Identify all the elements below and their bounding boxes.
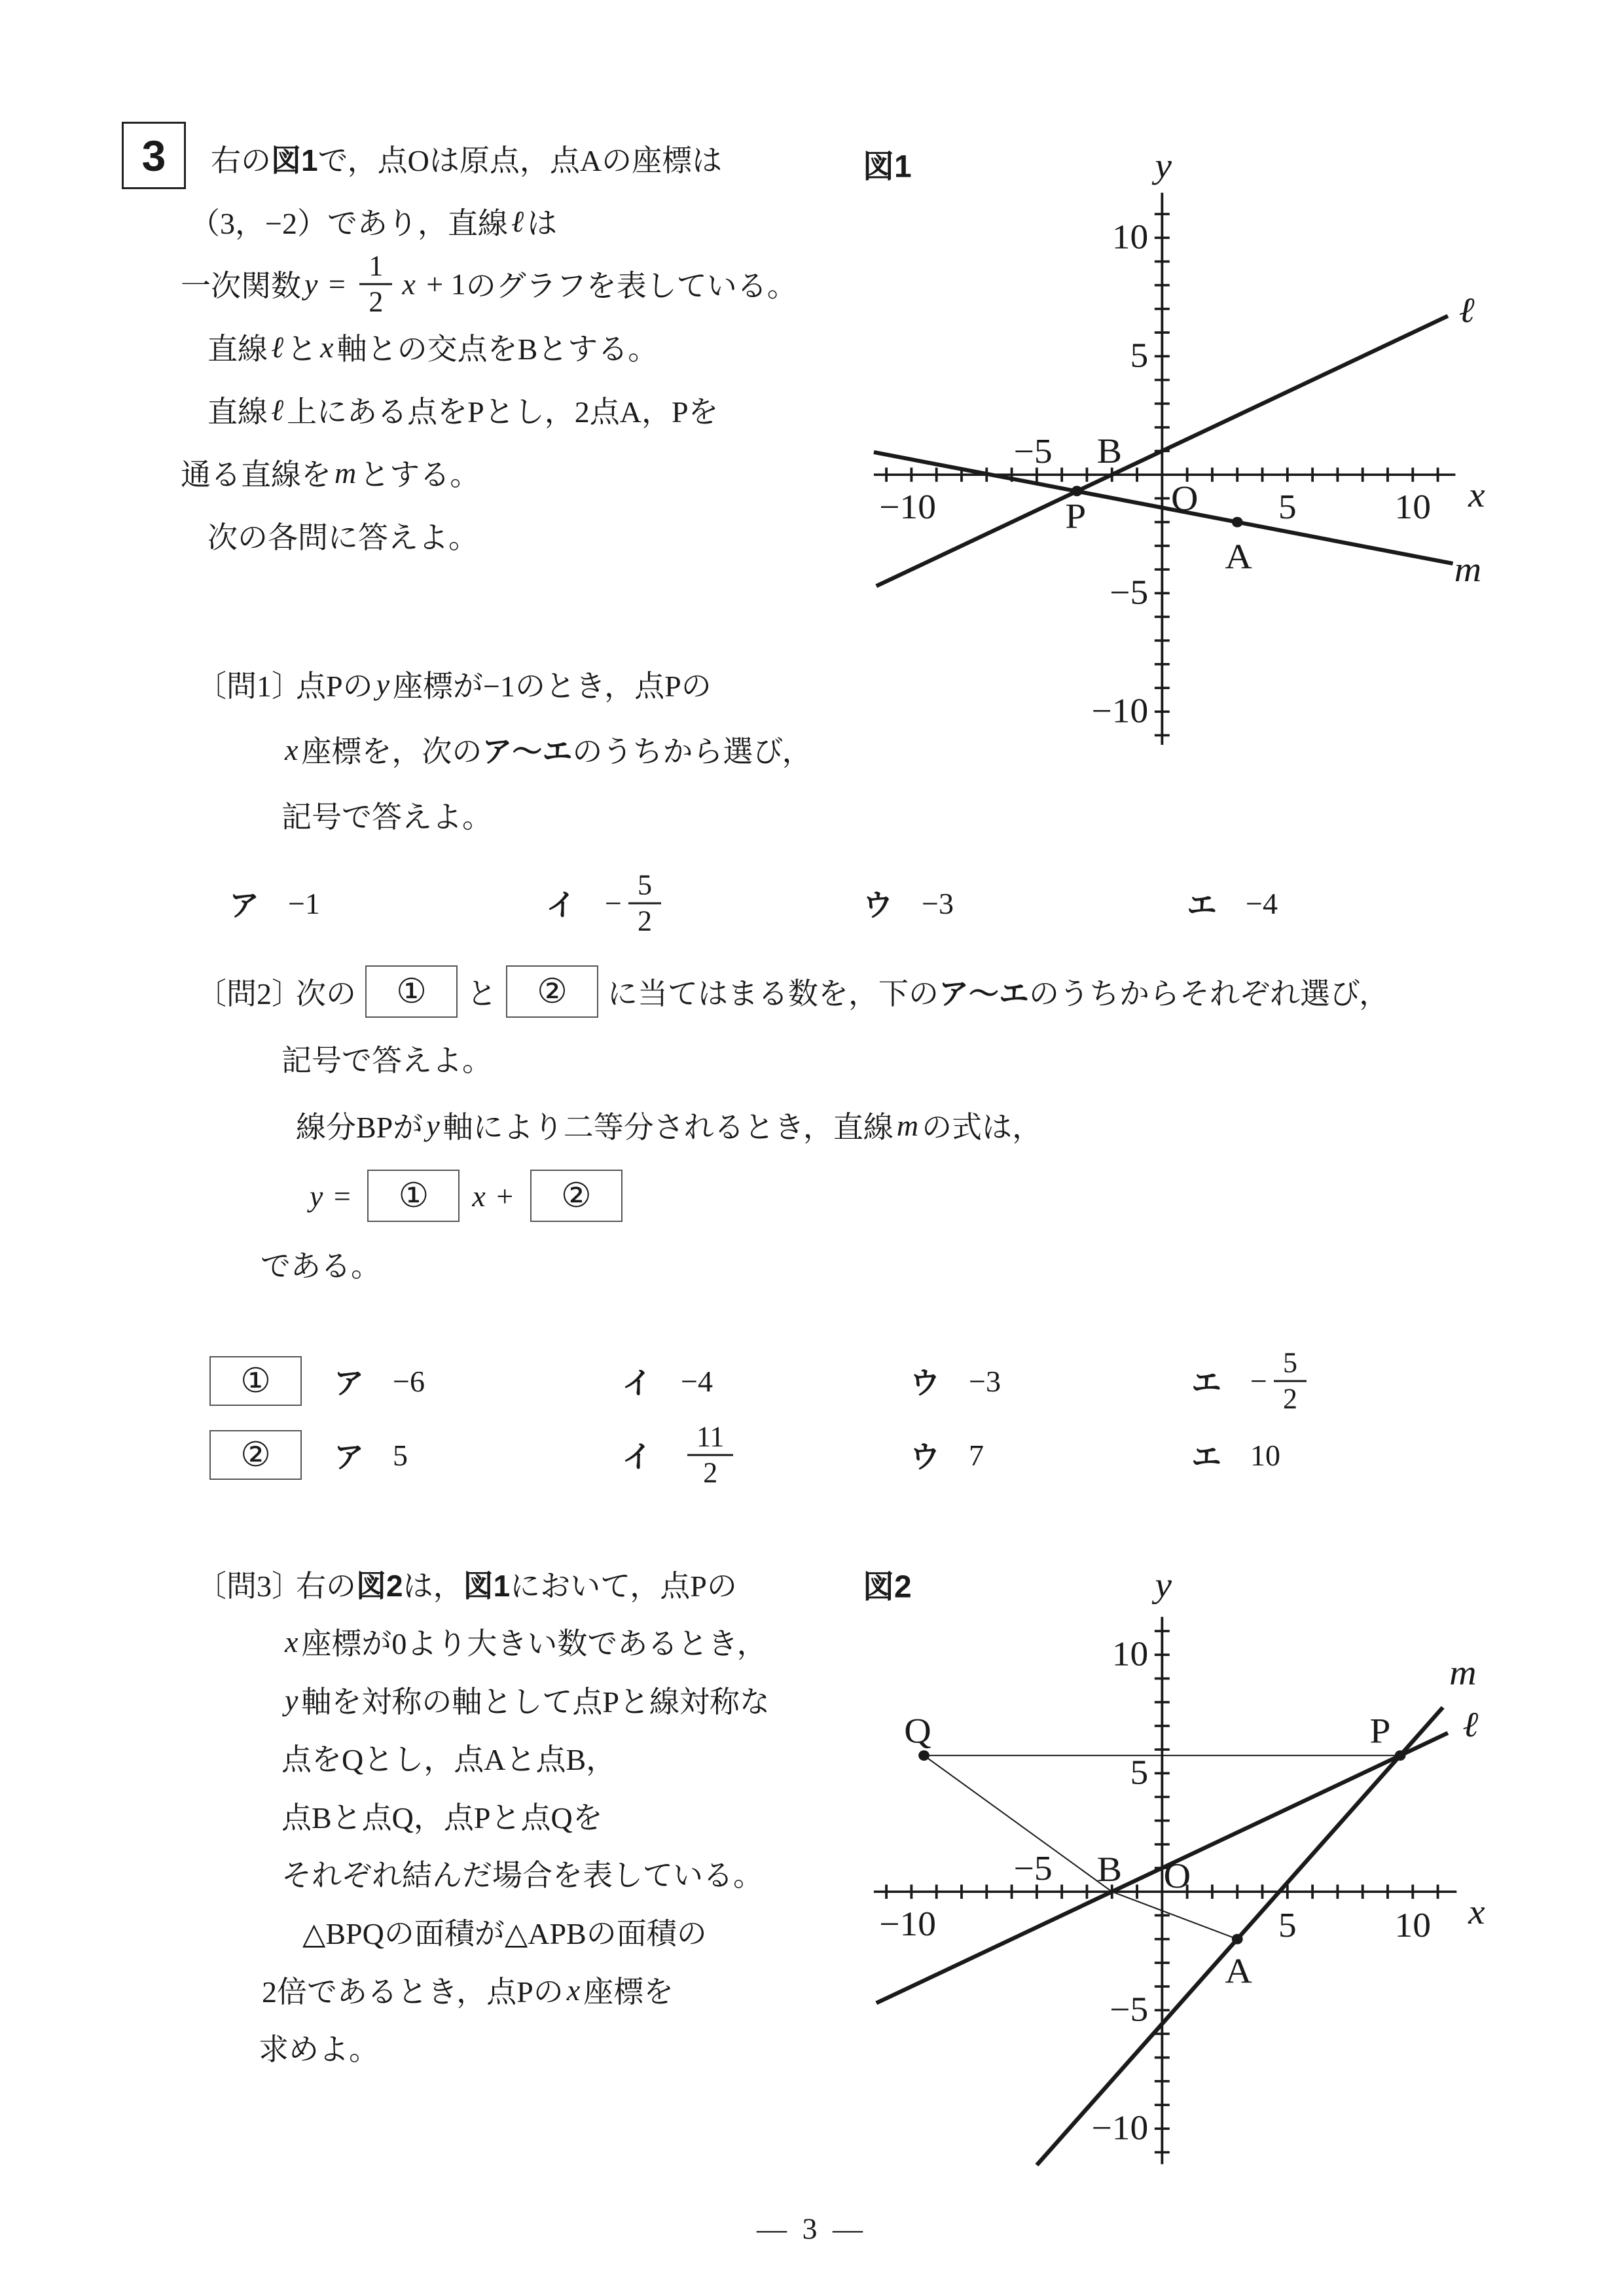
text-run: 通る直線を — [181, 458, 331, 492]
q2-equation — [306, 1170, 632, 1222]
q2-label: 〔問2〕 — [196, 977, 302, 1011]
line-label-m: m — [1454, 550, 1482, 590]
text-run: −3 — [922, 886, 954, 920]
text-run: は — [527, 207, 558, 240]
text-run: ア～エ — [482, 734, 573, 768]
q3-line-3 — [281, 1678, 770, 1721]
choice-4 — [1187, 882, 1278, 925]
fraction-denominator: 2 — [703, 1456, 718, 1489]
point-label-Q: Q — [904, 1711, 931, 1751]
text-run: 2倍であるとき，点Pの — [262, 1975, 564, 2009]
text-run: 点Bと点Q，点Pと点Qを — [281, 1801, 603, 1835]
text-run: ℓ — [271, 393, 284, 427]
segment — [1112, 1892, 1237, 1939]
circled-number-box: ② — [209, 1430, 302, 1480]
point-dot — [1072, 486, 1083, 496]
text-run: のグラフを表している。 — [465, 270, 797, 303]
text-run: 軸との交点をBとする。 — [336, 332, 659, 366]
text-run: x — [472, 1179, 486, 1213]
tick-label: −5 — [1013, 432, 1053, 471]
tick-label: 10 — [1111, 1634, 1149, 1674]
tick-label: 5 — [1278, 488, 1297, 526]
text-run: と — [467, 977, 497, 1011]
choice-4 — [1191, 1433, 1280, 1477]
text-run: x — [566, 1973, 581, 2007]
point-label-O: O — [1163, 1856, 1191, 1896]
point-dot — [1395, 1750, 1406, 1761]
text-run: y — [376, 667, 390, 701]
circled-number-box: ② — [530, 1170, 623, 1222]
choice-label: エ — [1191, 1366, 1221, 1400]
text-run: である。 — [261, 1249, 381, 1283]
q1-line-1 — [296, 662, 712, 706]
text-run: 7 — [969, 1438, 984, 1472]
text-run: 図2 — [356, 1569, 403, 1603]
line-label-m: m — [1449, 1653, 1477, 1693]
choice-value — [1246, 886, 1278, 921]
axis-label-x: x — [1468, 1892, 1485, 1932]
q3-line-5 — [281, 1794, 603, 1837]
q3-label: 〔問3〕 — [196, 1570, 302, 1603]
choice-label: イ — [622, 1440, 652, 1474]
text-run: 点をQとし，点Aと点B， — [281, 1743, 617, 1776]
fig1-title: 図1 — [863, 149, 912, 185]
q1-label: 〔問1〕 — [196, 670, 302, 703]
problem-number-box — [122, 122, 186, 189]
choice-2 — [546, 869, 668, 939]
tick-label: −5 — [1110, 1990, 1149, 2029]
point-label-O: O — [1171, 478, 1199, 519]
text-run: 座標が−1のとき，点Pの — [393, 670, 712, 703]
point-label-P: P — [1065, 497, 1087, 537]
choice-2 — [622, 1359, 713, 1403]
text-run: の式は， — [922, 1111, 1043, 1144]
text-run: 記号で答えよ。 — [281, 800, 492, 834]
tick-label: 10 — [1394, 1906, 1432, 1945]
choice-value — [605, 869, 668, 939]
choice-1 — [334, 1359, 425, 1403]
tick-label: −10 — [879, 1905, 937, 1943]
q3-line-6 — [281, 1852, 763, 1895]
text-run: ア～エ — [939, 977, 1029, 1011]
q2-line-2 — [281, 1037, 492, 1080]
problem-number: 3 — [141, 131, 166, 180]
fraction-numerator: 5 — [1274, 1346, 1307, 1382]
text-run: 座標を，次の — [301, 735, 482, 768]
text-run: 座標を — [583, 1975, 674, 2009]
text-run: 一次関数 — [181, 270, 301, 303]
text-run: 軸を対称の軸として点Pと線対称な — [301, 1685, 770, 1719]
choice-3 — [910, 1359, 1001, 1403]
choice-value — [1250, 1438, 1280, 1473]
point-dot — [1232, 1934, 1243, 1945]
text-run: + 1 — [418, 267, 466, 301]
choice-1 — [229, 882, 320, 925]
figure-2-graph — [844, 1570, 1490, 2193]
point-label-A: A — [1225, 1952, 1252, 1992]
text-run: −3 — [969, 1364, 1001, 1398]
tick-label: 5 — [1130, 1753, 1149, 1792]
point-dot — [1232, 517, 1243, 528]
text-run: x — [285, 1624, 298, 1659]
q2-line-3 — [296, 1103, 1042, 1147]
text-run: 図1 — [271, 143, 318, 177]
point-label-B: B — [1096, 1850, 1123, 1890]
circled-number-box: ① — [365, 965, 458, 1018]
text-run: −4 — [681, 1364, 713, 1398]
q3-line-2 — [281, 1620, 767, 1663]
q3-line-9 — [259, 2026, 379, 2069]
choice-4 — [1191, 1346, 1313, 1416]
intro-line-3-formula — [181, 249, 797, 319]
text-run: 直線 — [208, 332, 268, 366]
axis-label-y: y — [1155, 1570, 1172, 1605]
text-run: のうちから選び， — [572, 735, 812, 768]
choice-label: ア — [334, 1366, 364, 1400]
text-run: 右の — [296, 1570, 356, 1603]
choice-label: エ — [1187, 888, 1217, 922]
choice-label: ア — [334, 1440, 364, 1474]
fig2-title: 図2 — [863, 1570, 912, 1605]
text-run: 5 — [393, 1438, 408, 1472]
choice-value — [681, 1364, 713, 1399]
text-run: ℓ — [271, 330, 284, 364]
tick-label: −10 — [1091, 691, 1149, 730]
intro-line-1 — [211, 137, 722, 180]
circled-number-box: ① — [209, 1356, 302, 1406]
choice-value — [393, 1438, 408, 1473]
tick-label: 10 — [1394, 488, 1432, 526]
tick-label: 10 — [1111, 217, 1149, 257]
text-run: ℓ — [511, 204, 524, 238]
tick-label: −10 — [879, 488, 937, 526]
choice-label: ア — [229, 888, 259, 922]
intro-line-2 — [190, 200, 557, 243]
text-run: （3，−2）であり，直線 — [190, 207, 508, 240]
text-run: = — [326, 1179, 359, 1213]
point-label-A: A — [1225, 537, 1252, 577]
fraction — [687, 1420, 733, 1490]
text-run: y — [310, 1179, 323, 1213]
choice-3 — [910, 1433, 984, 1477]
choice-value — [1250, 1346, 1313, 1416]
text-run: において，点Pの — [510, 1570, 737, 1603]
footer-page-number: — 3 — — [757, 2212, 867, 2246]
fraction — [359, 249, 392, 319]
intro-line-4 — [208, 325, 658, 368]
fraction — [628, 869, 661, 939]
text-run: 直線 — [208, 395, 268, 429]
text-run: 図1 — [463, 1569, 511, 1603]
choice-label: エ — [1191, 1440, 1221, 1474]
text-run: 軸により二等分されるとき，直線 — [442, 1111, 893, 1144]
fraction-numerator: 5 — [628, 869, 661, 905]
text-run: y — [426, 1108, 440, 1142]
choice-label: イ — [622, 1366, 652, 1400]
text-run: で，点Oは原点，点Aの座標は — [317, 144, 723, 177]
q3-line-4 — [281, 1736, 616, 1779]
text-run: 線分BPが — [296, 1111, 424, 1144]
text-run: − — [1250, 1364, 1267, 1398]
text-run: それぞれ結んだ場合を表している。 — [281, 1859, 763, 1892]
point-label-P: P — [1369, 1711, 1391, 1751]
text-run: △BPQの面積が△APBの面積の — [302, 1917, 707, 1950]
text-run: y — [285, 1683, 298, 1717]
q1-line-3 — [281, 793, 492, 836]
choice-label: ウ — [910, 1440, 940, 1474]
text-run: x — [320, 330, 334, 364]
tick-label: −5 — [1013, 1849, 1053, 1888]
text-run: 点Pの — [296, 670, 373, 703]
choice-value — [288, 886, 320, 921]
point-label-B: B — [1096, 431, 1123, 471]
text-run: 10 — [1250, 1438, 1280, 1472]
text-run: に当てはまる数を，下の — [607, 977, 939, 1011]
fraction-denominator: 2 — [369, 285, 384, 318]
circled-number-box: ② — [506, 965, 598, 1018]
q2-line-5 — [261, 1242, 381, 1285]
axis-label-x: x — [1468, 475, 1485, 515]
text-run: −4 — [1246, 886, 1278, 920]
axis-label-y: y — [1155, 152, 1172, 186]
line-label-ℓ: ℓ — [1458, 291, 1475, 331]
text-run: 上にある点をPとし，2点A，Pを — [287, 395, 719, 429]
intro-line-5 — [208, 388, 719, 431]
q3-line-8 — [262, 1968, 674, 2011]
text-run: −1 — [288, 886, 320, 920]
text-run: 次の — [296, 977, 356, 1011]
q1-line-2 — [281, 728, 812, 771]
text-run: とする。 — [359, 458, 480, 492]
choice-value — [969, 1364, 1001, 1399]
text-run: 記号で答えよ。 — [281, 1044, 492, 1077]
choice-value — [681, 1420, 740, 1490]
q2-line-1 — [296, 965, 1389, 1018]
line-label-ℓ: ℓ — [1462, 1705, 1479, 1745]
choice-value — [393, 1364, 425, 1399]
text-run: と — [287, 332, 317, 366]
choice-1 — [334, 1433, 408, 1477]
text-run: は， — [403, 1570, 463, 1603]
choice-value — [969, 1438, 984, 1473]
text-run: m — [334, 456, 357, 490]
choice-value — [922, 886, 954, 921]
text-run: 座標が0より大きい数であるとき， — [301, 1627, 767, 1660]
text-run: = — [321, 267, 353, 301]
choice-3 — [863, 882, 954, 925]
tick-label: −10 — [1091, 2108, 1149, 2147]
text-run: m — [896, 1108, 919, 1142]
text-run: −6 — [393, 1364, 425, 1398]
tick-label: 5 — [1278, 1906, 1297, 1945]
text-run: x — [285, 732, 298, 766]
q3-line-1 — [296, 1562, 737, 1605]
q3-line-7 — [302, 1910, 707, 1953]
circled-number-box: ① — [367, 1170, 460, 1222]
choice-label: ウ — [910, 1366, 940, 1400]
intro-line-7 — [208, 514, 478, 557]
fraction-numerator: 1 — [359, 249, 392, 285]
fraction-denominator: 2 — [637, 905, 652, 937]
text-run: 求めよ。 — [259, 2033, 379, 2066]
intro-line-6 — [181, 451, 480, 494]
tick-label: 5 — [1130, 336, 1149, 375]
choice-label: ウ — [863, 888, 893, 922]
point-dot — [918, 1750, 929, 1761]
text-run: x — [402, 267, 416, 301]
choice-2 — [622, 1420, 740, 1490]
text-run: のうちからそれぞれ選び， — [1029, 977, 1390, 1011]
text-run: 右の — [211, 144, 271, 177]
fraction-denominator: 2 — [1282, 1382, 1297, 1415]
text-run: − — [605, 886, 622, 920]
text-run: y — [304, 267, 318, 301]
choice-label: イ — [546, 888, 576, 922]
text-run: 次の各問に答えよ。 — [208, 521, 478, 554]
fraction-numerator: 11 — [687, 1420, 733, 1456]
figure-1-graph — [844, 152, 1490, 776]
tick-label: −5 — [1110, 573, 1149, 612]
fraction — [1274, 1346, 1307, 1416]
text-run: + — [488, 1179, 521, 1213]
